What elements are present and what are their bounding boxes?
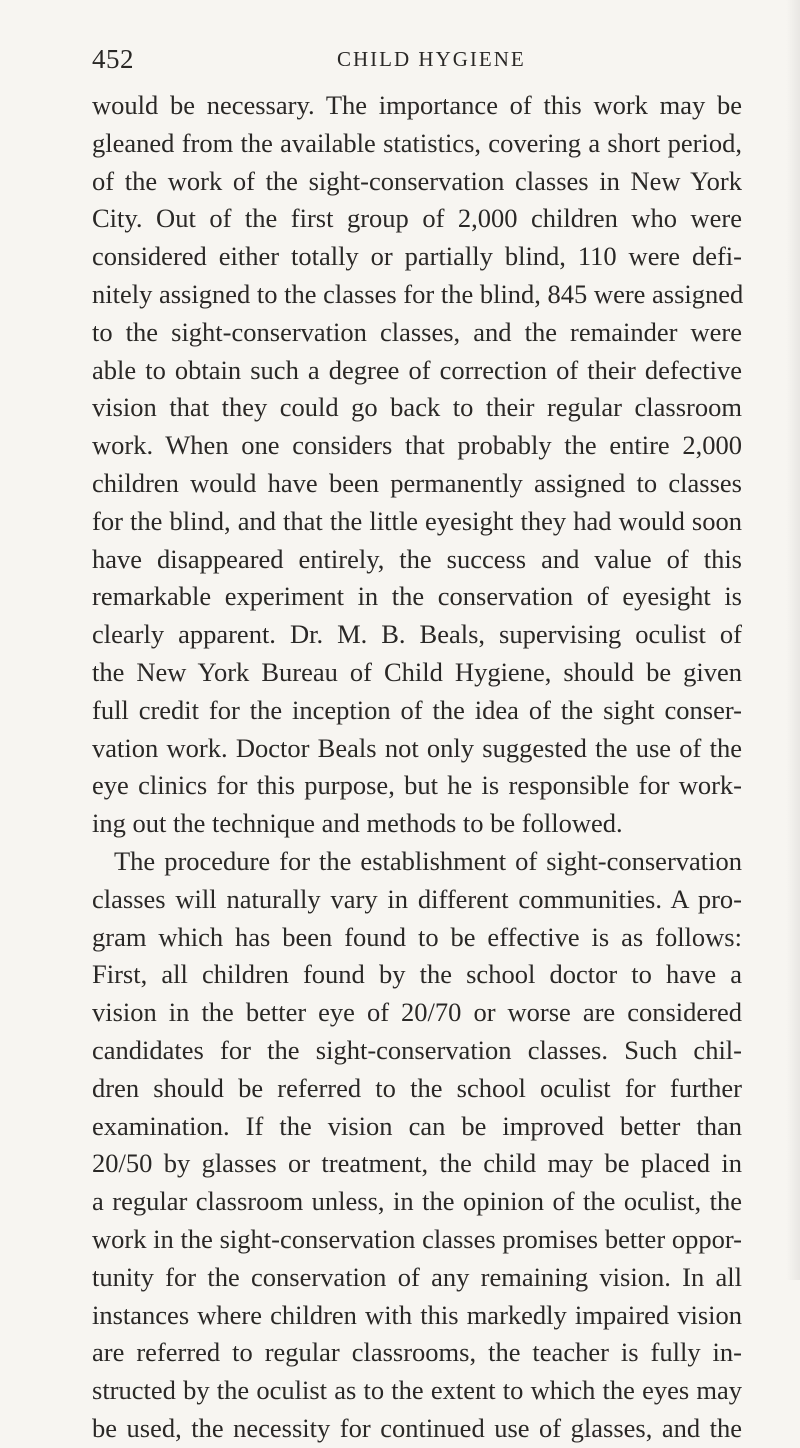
text-line: clearly apparent. Dr. M. B. Beals, supervising oculist of	[92, 619, 742, 650]
text-line: classes will naturally vary in different communities. A pro-	[92, 883, 742, 914]
text-line: vation work. Doctor Beals not only suggested the use of the	[92, 732, 742, 763]
text-line: for the blind, and that the little eyesight they had would soon	[92, 505, 742, 536]
text-line: gram which has been found to be effective is as follows:	[92, 921, 742, 952]
text-line: to the sight-conservation classes, and the remainder were	[92, 316, 742, 347]
text-line: instances where children with this markedly impaired vision	[92, 1299, 742, 1330]
text-line: examination. If the vision can be improved better than	[92, 1110, 742, 1141]
text-line: First, all children found by the school doctor to have a	[92, 959, 742, 990]
text-line: tunity for the conservation of any remaining vision. In all	[92, 1261, 742, 1292]
running-title: CHILD HYGIENE	[337, 47, 526, 71]
text-line: of the work of the sight-conservation classes in New York	[92, 165, 742, 196]
text-line: candidates for the sight-conservation classes. Such chil-	[92, 1034, 742, 1065]
text-line: would be necessary. The importance of this work may be	[92, 90, 742, 120]
text-line: 20/50 by glasses or treatment, the child may be placed in	[92, 1148, 742, 1179]
text-line: a regular classroom unless, in the opinion of the oculist, the	[92, 1186, 742, 1217]
running-head	[92, 44, 742, 84]
text-line: have disappeared entirely, the success and value of this	[92, 543, 742, 574]
text-line: able to obtain such a degree of correction of their defective	[92, 354, 742, 385]
page-edge-shadow	[786, 0, 800, 1280]
text-line: eye clinics for this purpose, but he is responsible for work-	[92, 770, 742, 801]
text-line: remarkable experiment in the conservation of eyesight is	[92, 581, 742, 612]
text-line: ing out the technique and methods to be followed.	[92, 808, 623, 839]
text-line: full credit for the inception of the idea of the sight conser-	[92, 694, 742, 725]
text-line-paragraph-start: The procedure for the establishment of sight-conservation	[114, 845, 742, 876]
text-line: nitely assigned to the classes for the blind, 845 were assigned	[92, 278, 744, 309]
body-text	[92, 87, 742, 1448]
text-line: City. Out of the first group of 2,000 children who were	[92, 203, 742, 234]
text-line: structed by the oculist as to the extent to which the eyes may	[92, 1375, 742, 1406]
text-line: are referred to regular classrooms, the teacher is fully in-	[92, 1337, 742, 1368]
page-number: 452	[92, 44, 134, 74]
text-line: vision in the better eye of 20/70 or worse are considered	[92, 997, 742, 1028]
text-line: considered either totally or partially blind, 110 were defi-	[92, 241, 742, 272]
text-line: children would have been permanently assigned to classes	[92, 467, 742, 498]
text-line: be used, the necessity for continued use of glasses, and the	[92, 1412, 742, 1443]
text-line: work in the sight-conservation classes promises better oppor-	[92, 1223, 742, 1254]
text-line: dren should be referred to the school oculist for further	[92, 1072, 742, 1103]
text-line: the New York Bureau of Child Hygiene, should be given	[92, 656, 742, 687]
text-line: vision that they could go back to their regular classroom	[92, 392, 742, 423]
text-line: gleaned from the available statistics, covering a short period,	[92, 127, 742, 158]
text-line: work. When one considers that probably the entire 2,000	[92, 430, 742, 461]
